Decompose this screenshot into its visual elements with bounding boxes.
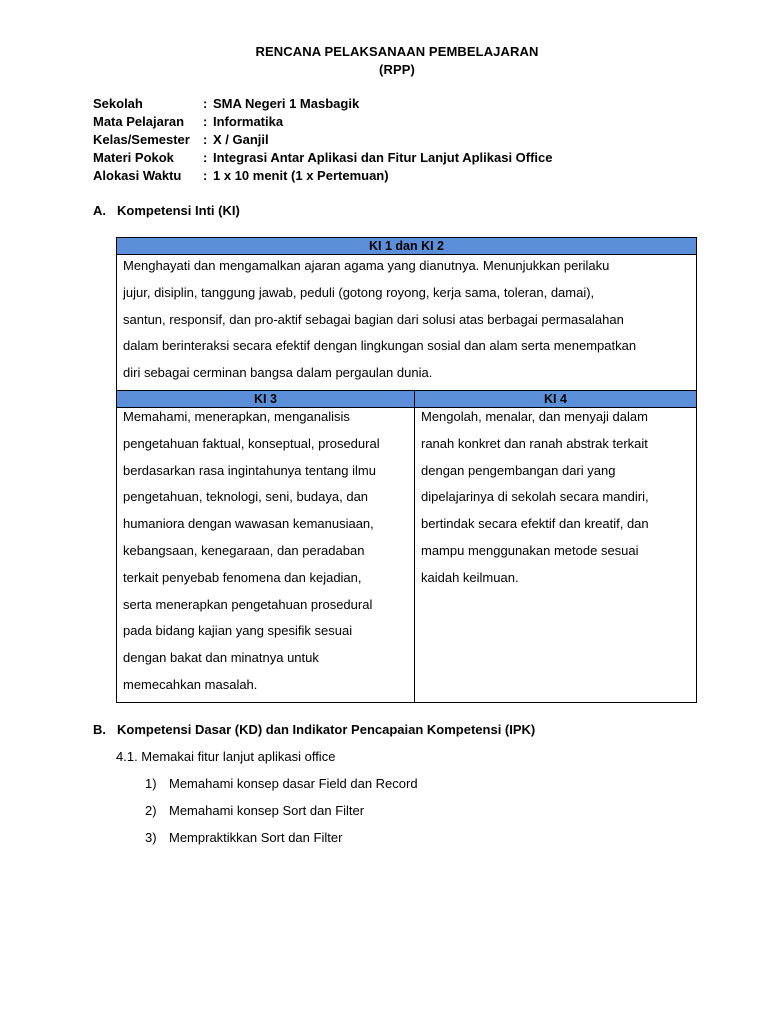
column-divider [414, 390, 415, 702]
section-title: Kompetensi Dasar (KD) dan Indikator Pencapaian Kompetensi (IPK) [117, 722, 536, 737]
ki3-line: terkait penyebab fenomena dan kejadian, [123, 569, 362, 585]
table-header-ki4: KI 4 [414, 390, 696, 408]
meta-row-sekolah [93, 95, 553, 113]
section-letter: B. [93, 722, 106, 737]
meta-label: Mata Pelajaran [93, 114, 185, 129]
meta-row-materi-pokok [93, 149, 553, 167]
ki3-line: memecahkan masalah. [123, 676, 258, 692]
section-a-heading [93, 203, 240, 218]
ki12-line: dalam berinteraksi secara efektif dengan lingkungan sosial dan alam serta menempatkan [123, 338, 637, 354]
ki12-line: Menghayati dan mengamalkan ajaran agama yang dianutnya. Menunjukkan perilaku [123, 258, 610, 273]
identity-block [93, 95, 553, 185]
meta-separator: : [203, 132, 208, 147]
meta-row-kelas-semester [93, 131, 553, 149]
ki3-line: Memahami, menerapkan, menganalisis [123, 409, 350, 424]
ki3-line: pengetahuan faktual, konseptual, prosedural [123, 435, 380, 451]
ki3-line: berdasarkan rasa ingintahunya tentang ilmu [123, 462, 376, 478]
ki12-line: jujur, disiplin, tanggung jawab, peduli (gotong royong, kerja sama, toleran, damai), [123, 284, 595, 300]
meta-separator: : [203, 96, 208, 111]
ki3-line: pada bidang kajian yang spesifik sesuai [123, 623, 353, 639]
ki4-line: bertindak secara efektif dan kreatif, dan [421, 516, 649, 532]
ki12-line: santun, responsif, dan pro-aktif sebagai bagian dari solusi atas berbagai permasalahan [123, 311, 624, 327]
list-number: 2) [145, 803, 157, 818]
list-number: 3) [145, 830, 157, 845]
ki3-line: pengetahuan, teknologi, seni, budaya, dan [123, 489, 369, 505]
meta-row-mata-pelajaran [93, 113, 553, 131]
meta-label: Kelas/Semester [93, 132, 190, 147]
meta-value: X / Ganjil [213, 132, 269, 147]
meta-separator: : [203, 168, 208, 183]
ki3-line: serta menerapkan pengetahuan prosedural [123, 596, 373, 612]
ki12-cell [123, 253, 693, 387]
list-text: Mempraktikkan Sort dan Filter [169, 830, 343, 845]
list-item [145, 803, 418, 830]
ki3-line: dengan bakat dan minatnya untuk [123, 650, 319, 666]
table-header-ki12: KI 1 dan KI 2 [117, 238, 696, 255]
meta-label: Materi Pokok [93, 150, 174, 165]
ki3-line: kebangsaan, kenegaraan, dan peradaban [123, 542, 365, 558]
meta-separator: : [203, 114, 208, 129]
ki3-line: humaniora dengan wawasan kemanusiaan, [123, 516, 374, 532]
ki4-line: mampu menggunakan metode sesuai [421, 542, 639, 558]
ki4-line: kaidah keilmuan. [421, 569, 519, 585]
list-text: Memahami konsep dasar Field dan Record [169, 776, 418, 791]
ki12-line: diri sebagai cerminan bangsa dalam pergaulan dunia. [123, 365, 433, 381]
ki4-cell [421, 404, 697, 592]
section-b-heading [93, 722, 535, 737]
document-title: RENCANA PELAKSANAAN PEMBELAJARAN [255, 44, 539, 59]
ki4-line: ranah konkret dan ranah abstrak terkait [421, 435, 648, 451]
table-header-ki3: KI 3 [117, 390, 414, 408]
ki4-line: Mengolah, menalar, dan menyaji dalam [421, 409, 648, 424]
list-text: Memahami konsep Sort dan Filter [169, 803, 365, 818]
ki4-line: dengan pengembangan dari yang [421, 462, 616, 478]
ki3-cell [123, 404, 411, 699]
meta-value: Integrasi Antar Aplikasi dan Fitur Lanjut Aplikasi Office [213, 150, 553, 165]
list-number: 1) [145, 776, 157, 791]
meta-label: Alokasi Waktu [93, 168, 182, 183]
section-title: Kompetensi Inti (KI) [117, 203, 240, 218]
ki4-line: dipelajarinya di sekolah secara mandiri, [421, 489, 649, 505]
meta-value: 1 x 10 menit (1 x Pertemuan) [213, 168, 389, 183]
kd-main-item: 4.1. Memakai fitur lanjut aplikasi office [116, 749, 336, 764]
section-letter: A. [93, 203, 106, 218]
meta-value: Informatika [213, 114, 284, 129]
document-subtitle: (RPP) [379, 62, 415, 77]
meta-value: SMA Negeri 1 Masbagik [213, 96, 360, 111]
meta-row-alokasi-waktu [93, 167, 553, 185]
list-item [145, 830, 418, 857]
ki-table [116, 237, 697, 703]
meta-label: Sekolah [93, 96, 143, 111]
list-item [145, 776, 418, 803]
ipk-list [145, 776, 418, 857]
meta-separator: : [203, 150, 208, 165]
